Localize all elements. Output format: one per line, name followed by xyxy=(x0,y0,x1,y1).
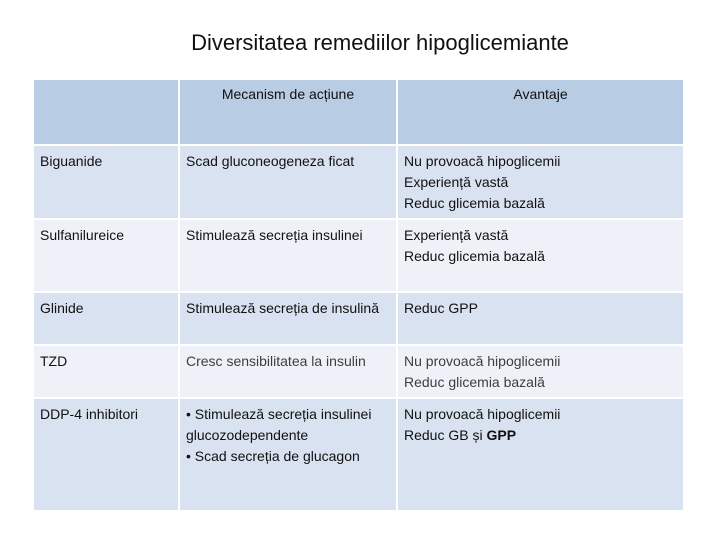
advantages-cell xyxy=(398,220,683,291)
table-row xyxy=(34,346,683,397)
header-advantages: Avantaje xyxy=(398,80,683,144)
table-header-row xyxy=(34,80,683,144)
advantages-cell xyxy=(398,399,683,510)
remedies-table xyxy=(32,78,685,512)
drug-cell: Glinide xyxy=(34,293,178,344)
advantages-cell xyxy=(398,346,683,397)
advantage-line: Reduc glicemia bazală xyxy=(404,195,545,211)
mechanism-cell xyxy=(180,293,396,344)
mechanism-line: Cresc sensibilitatea la insulin xyxy=(186,353,366,369)
advantage-line: Reduc glicemia bazală xyxy=(404,248,545,264)
table-row xyxy=(34,399,683,510)
advantage-line: Nu provoacă hipoglicemii xyxy=(404,153,561,169)
advantage-line: Reduc glicemia bazală xyxy=(404,374,545,390)
table-row xyxy=(34,293,683,344)
mechanism-cell xyxy=(180,346,396,397)
mechanism-line: Stimulează secreția de insulină xyxy=(186,300,379,316)
advantage-line: Nu provoacă hipoglicemii xyxy=(404,353,561,369)
advantage-line: Experiență vastă xyxy=(404,227,509,243)
advantages-cell xyxy=(398,293,683,344)
advantage-line: Nu provoacă hipoglicemii xyxy=(404,406,561,422)
mechanism-line: • Scad secreția de glucagon xyxy=(186,448,360,464)
drug-cell: Sulfanilureice xyxy=(34,220,178,291)
advantage-line: Reduc GPP xyxy=(404,300,478,316)
mechanism-line: Stimulează secreția insulinei xyxy=(186,227,363,243)
advantage-text: Reduc GB și xyxy=(404,427,487,443)
advantage-emphasis: GPP xyxy=(486,427,517,443)
advantages-cell xyxy=(398,146,683,218)
advantage-line xyxy=(404,425,677,446)
drug-cell: DDP-4 inhibitori xyxy=(34,399,178,510)
mechanism-line: • Stimulează secreția insulinei glucozodependente xyxy=(186,406,372,443)
mechanism-cell xyxy=(180,399,396,510)
table-row xyxy=(34,146,683,218)
slide-title: Diversitatea remediilor hipoglicemiante xyxy=(191,30,569,55)
drug-cell: TZD xyxy=(34,346,178,397)
mechanism-cell xyxy=(180,220,396,291)
advantage-line: Experiență vastă xyxy=(404,174,509,190)
mechanism-line: Scad gluconeogeneza ficat xyxy=(186,153,355,169)
header-mechanism: Mecanism de acțiune xyxy=(180,80,396,144)
header-empty-cell xyxy=(34,80,178,144)
drug-cell: Biguanide xyxy=(34,146,178,218)
table-row xyxy=(34,220,683,291)
mechanism-cell xyxy=(180,146,396,218)
